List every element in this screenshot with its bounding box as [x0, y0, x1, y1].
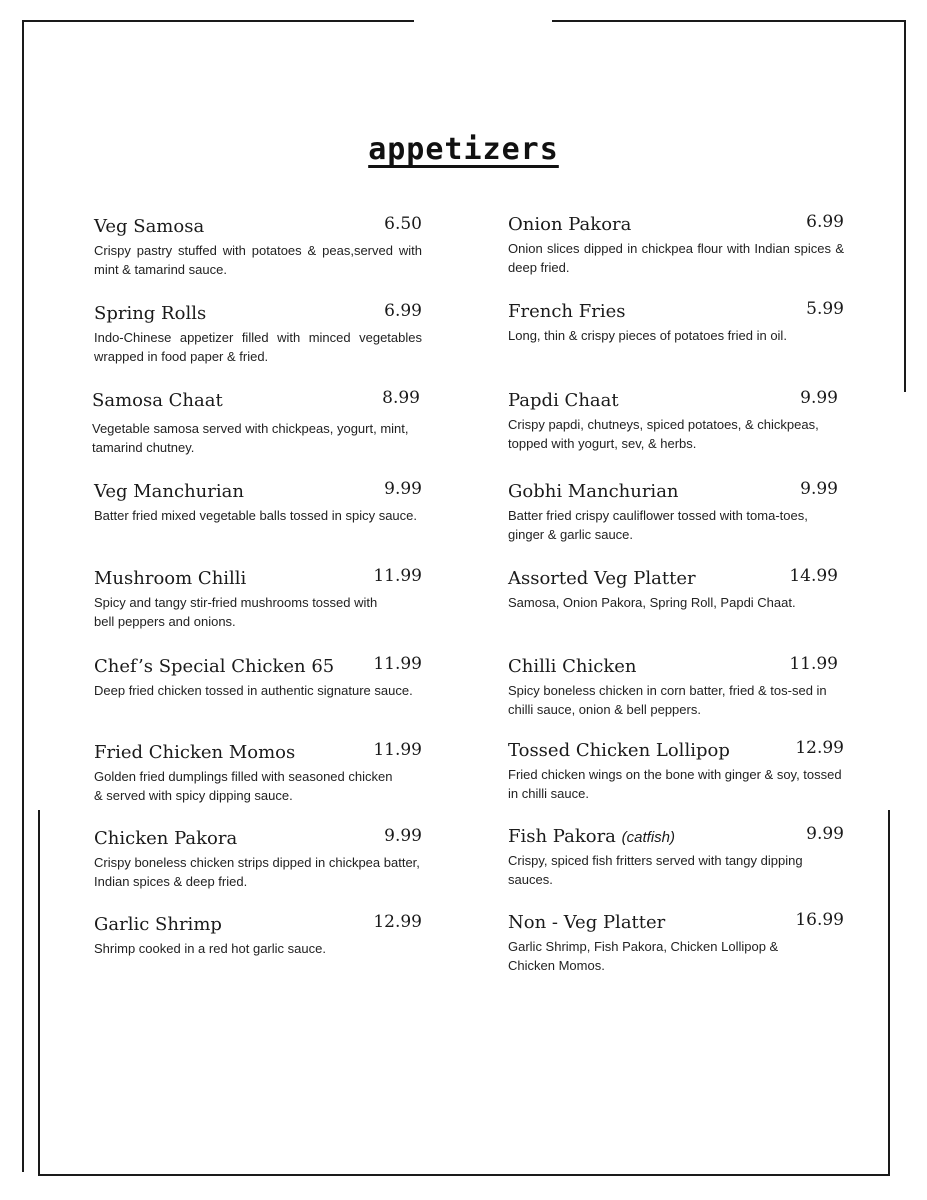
- item-name: Fried Chicken Momos: [94, 742, 296, 763]
- menu-item-garlic-shrimp: [94, 914, 422, 959]
- page-title: appetizers: [368, 132, 559, 167]
- item-price: 11.99: [789, 654, 838, 674]
- item-price: 11.99: [373, 654, 422, 674]
- menu-item-fried-chicken-momos: [94, 742, 422, 805]
- item-description: Crispy, spiced fish fritters served with tangy dipping sauces.: [508, 853, 803, 887]
- item-price: 12.99: [373, 912, 422, 932]
- menu-item-chilli-chicken: [508, 656, 844, 719]
- item-price: 9.99: [384, 826, 422, 846]
- item-description: Onion slices dipped in chickpea flour with Indian spices & deep fried.: [508, 241, 844, 275]
- item-description: Batter fried crispy cauliflower tossed with toma-toes, ginger & garlic sauce.: [508, 508, 808, 542]
- item-name: Chicken Pakora: [94, 828, 238, 849]
- menu-item-gobhi-manchurian: [508, 481, 844, 544]
- item-price: 6.50: [384, 214, 422, 234]
- menu-item-samosa-chaat: [92, 390, 420, 457]
- item-name: Assorted Veg Platter: [508, 568, 696, 589]
- item-description: Crispy boneless chicken strips dipped in chickpea batter, Indian spices & deep fried.: [94, 855, 420, 889]
- item-description: Crispy pastry stuffed with potatoes & peas,served with mint & tamarind sauce.: [94, 243, 422, 277]
- menu-item-spring-rolls: [94, 303, 422, 366]
- item-description: Samosa, Onion Pakora, Spring Roll, Papdi Chaat.: [508, 595, 796, 610]
- item-price: 11.99: [373, 740, 422, 760]
- item-description: Deep fried chicken tossed in authentic signature sauce.: [94, 683, 413, 698]
- item-price: 11.99: [373, 566, 422, 586]
- border-bottom-middle: [398, 1174, 522, 1176]
- item-name: Chilli Chicken: [508, 656, 637, 677]
- item-name: Veg Manchurian: [94, 481, 244, 502]
- menu-item-onion-pakora: [508, 214, 844, 277]
- item-note: (catfish): [621, 829, 675, 846]
- item-description: Golden fried dumplings filled with seasoned chicken & served with spicy dipping sauce.: [94, 769, 393, 803]
- item-description: Vegetable samosa served with chickpeas, yogurt, mint, tamarind chutney.: [92, 421, 409, 455]
- item-price: 6.99: [384, 301, 422, 321]
- menu-item-papdi-chaat: [508, 390, 844, 453]
- item-description: Fried chicken wings on the bone with ginger & soy, tossed in chilli sauce.: [508, 767, 842, 801]
- menu-item-veg-samosa: [94, 216, 422, 279]
- menu-item-french-fries: [508, 301, 844, 346]
- item-price: 9.99: [800, 388, 838, 408]
- item-name: Garlic Shrimp: [94, 914, 222, 935]
- item-name: Spring Rolls: [94, 303, 207, 324]
- item-name: Gobhi Manchurian: [508, 481, 679, 502]
- item-name: Veg Samosa: [94, 216, 205, 237]
- item-name-text: Fish Pakora: [508, 826, 616, 847]
- item-name: Onion Pakora: [508, 214, 632, 235]
- item-description: Long, thin & crispy pieces of potatoes fried in oil.: [508, 328, 787, 343]
- item-price: 12.99: [795, 738, 844, 758]
- item-name: French Fries: [508, 301, 626, 322]
- item-name: Non - Veg Platter: [508, 912, 666, 933]
- item-description: Indo-Chinese appetizer filled with minced vegetables wrapped in food paper & fried.: [94, 330, 422, 364]
- item-description: Spicy and tangy stir-fried mushrooms tossed with bell peppers and onions.: [94, 595, 378, 629]
- menu-item-mushroom-chilli: [94, 568, 422, 631]
- item-name: Samosa Chaat: [92, 390, 223, 411]
- menu-item-chefs-special-chicken-65: [94, 656, 422, 701]
- menu-item-veg-manchurian: [94, 481, 422, 526]
- item-price: 6.99: [806, 212, 844, 232]
- item-description: Shrimp cooked in a red hot garlic sauce.: [94, 941, 326, 956]
- item-description: Batter fried mixed vegetable balls tossed in spicy sauce.: [94, 508, 418, 523]
- menu-item-non-veg-platter: [508, 912, 844, 975]
- item-name: Mushroom Chilli: [94, 568, 247, 589]
- item-price: 5.99: [806, 299, 844, 319]
- menu-item-fish-pakora: [508, 826, 844, 889]
- item-price: 16.99: [795, 910, 844, 930]
- menu-item-tossed-chicken-lollipop: [508, 740, 844, 803]
- menu-item-chicken-pakora: [94, 828, 422, 891]
- item-name: [508, 826, 675, 847]
- item-price: 8.99: [382, 388, 420, 408]
- item-name: Chef’s Special Chicken 65: [94, 656, 335, 677]
- item-price: 14.99: [789, 566, 838, 586]
- item-price: 9.99: [800, 479, 838, 499]
- item-description: Crispy papdi, chutneys, spiced potatoes, & chickpeas, topped with yogurt, sev, & herbs.: [508, 417, 819, 451]
- menu-item-assorted-veg-platter: [508, 568, 844, 613]
- item-price: 9.99: [806, 824, 844, 844]
- item-name: Tossed Chicken Lollipop: [508, 740, 730, 761]
- item-price: 9.99: [384, 479, 422, 499]
- item-description: Spicy boneless chicken in corn batter, fried & tos-sed in chilli sauce, onion & bell peppers.: [508, 683, 827, 717]
- item-name: Papdi Chaat: [508, 390, 619, 411]
- item-description: Garlic Shrimp, Fish Pakora, Chicken Lollipop & Chicken Momos.: [508, 939, 779, 973]
